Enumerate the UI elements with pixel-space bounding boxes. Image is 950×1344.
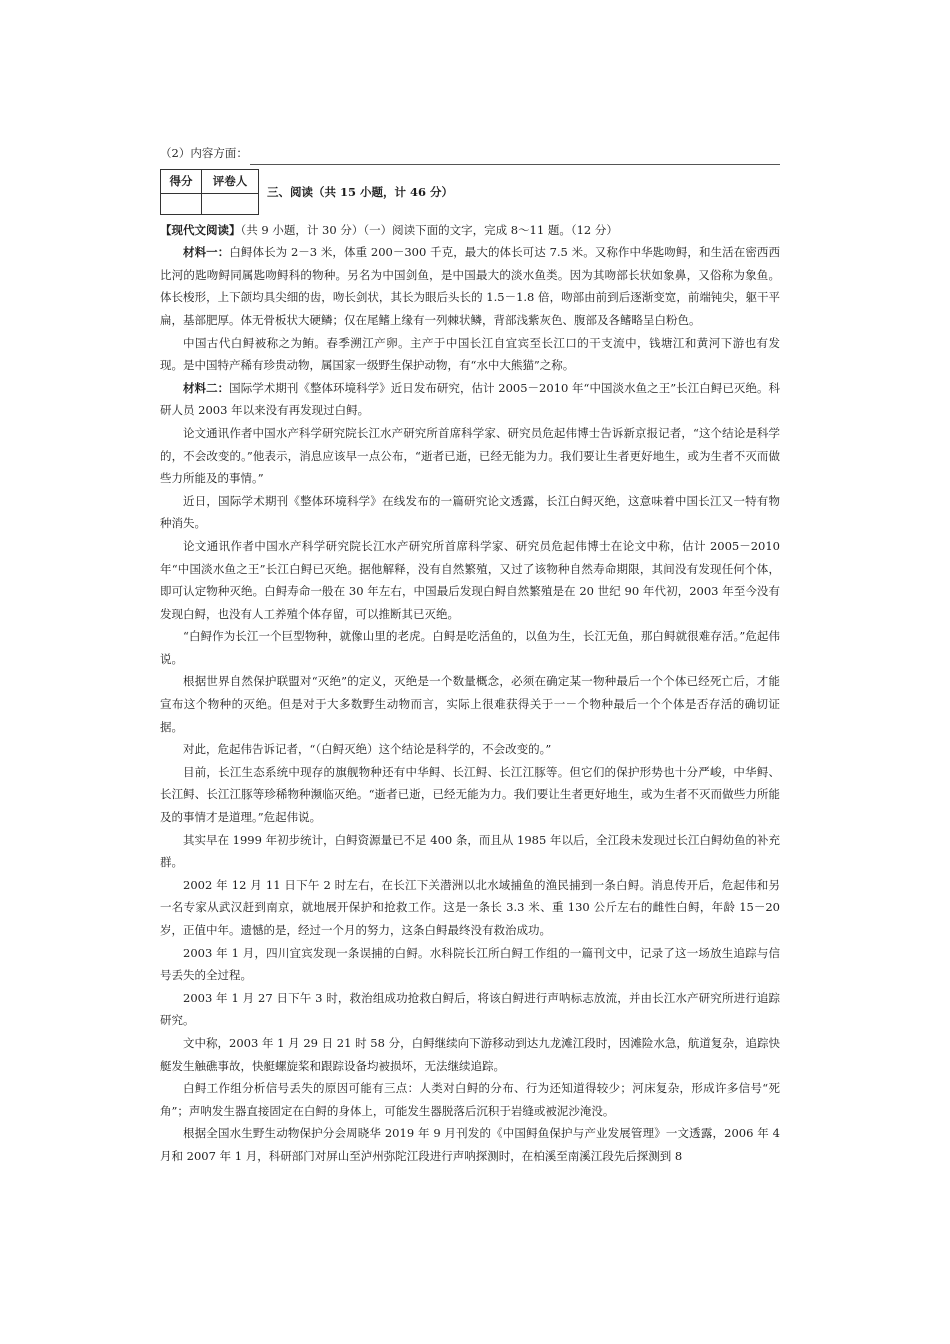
score-header: 得分 (161, 170, 202, 194)
article-paragraph: 2002 年 12 月 11 日下午 2 时左右，在长江下关潜洲以北水域捕鱼的渔民捕到一条白鲟。消息传开后，危起伟和另一名专家从武汉赶到南京，就地展开保护和抢救工作。这是一条长 3.3 米、重 130 公斤左右的雌性白鲟，年龄 15－20 岁，正值中年。遗憾的是，经过一个月的努力，这条白鲟最终没有救治成功。 (160, 877, 780, 937)
material2-label: 材料二： (183, 380, 230, 395)
answer-blank-line[interactable] (250, 150, 780, 165)
score-cell[interactable] (161, 193, 202, 214)
article-paragraph: 文中称，2003 年 1 月 29 日 21 时 58 分，白鲟继续向下游移动到达九龙滩江段时，因滩险水急，航道复杂，追踪快艇发生触礁事故，快艇螺旋桨和跟踪设备均被损坏，无法继续追踪。 (160, 1035, 780, 1073)
article-paragraph: 近日，国际学术期刊《整体环境科学》在线发布的一篇研究论文透露，长江白鲟灭绝，这意味着中国长江又一特有物种消失。 (160, 493, 780, 531)
question-2-content (160, 143, 780, 165)
article-paragraph: 其实早在 1999 年初步统计，白鲟资源量已不足 400 条，而且从 1985 年以后，全江段未发现过长江白鲟幼鱼的补充群。 (160, 832, 780, 870)
modern-reading-bracket: 【现代文阅读】 (160, 222, 241, 237)
modern-reading-heading (160, 219, 780, 242)
material2-paragraph (160, 377, 780, 422)
grader-cell[interactable] (202, 193, 259, 214)
material1-paragraph-2: 中国古代白鲟被称之为鲔。春季溯江产卵。主产于中国长江自宜宾至长江口的干支流中，钱塘江和黄河下游也有发现。是中国特产稀有珍贵动物，属国家一级野生保护动物，有“水中大熊猫”之称。 (160, 335, 780, 373)
score-row (160, 169, 780, 215)
material1-text: 白鲟体长为 2－3 米，体重 200－300 千克，最大的体长可达 7.5 米。又称作中华匙吻鲟，和生活在密西西比河的匙吻鲟同属匙吻鲟科的物种。另名为中国剑鱼，是中国最大的淡水鱼类。因为其吻部长状如象鼻，又俗称为象鱼。体长梭形，上下颌均具尖细的齿，吻长剑状，其长为眼后头长的 1.5－1.8 倍，吻部由前到后逐渐变宽，前端钝尖，躯干平扁，基部肥厚。体无骨板状大硬鳞；仅在尾鳍上缘有一列棘状鳞，背部浅紫灰色、腹部及各鳍略呈白粉色。 (160, 245, 780, 327)
modern-reading-instructions: （共 9 小题，计 30 分）（一）阅读下面的文字，完成 8～11 题。（12 分） (240, 222, 618, 237)
article-paragraph: 2003 年 1 月 27 日下午 3 时，救治组成功抢救白鲟后，将该白鲟进行声呐标志放流，并由长江水产研究所进行追踪研究。 (160, 990, 780, 1028)
article-paragraph: 根据世界自然保护联盟对“灭绝”的定义，灭绝是一个数量概念，必须在确定某一物种最后一个个体已经死亡后，才能宣布这个物种的灭绝。但是对于大多数野生动物而言，实际上很难获得关于一－个物种最后一个个体是否存活的确切证据。 (160, 674, 780, 734)
article-paragraph: “白鲟作为长江一个巨型物种，就像山里的老虎。白鲟是吃活鱼的，以鱼为生，长江无鱼，那白鲟就很难存活。”危起伟说。 (160, 629, 780, 666)
article-paragraph: 对此，危起伟告诉记者，“（白鲟灭绝）这个结论是科学的，不会改变的。” (183, 742, 552, 757)
material1-label: 材料一： (183, 245, 230, 260)
article-paragraph: 目前，长江生态系统中现存的旗舰物种还有中华鲟、长江鲟、长江江豚等。但它们的保护形势也十分严峻，中华鲟、长江鲟、长江江豚等珍稀物种濒临灭绝。“逝者已逝，已经无能为力。我们要让生者更好地生，或为生者不灭而做些力所能及的事情才是道理。”危起伟说。 (160, 764, 780, 825)
article-paragraph: 2003 年 1 月，四川宜宾发现一条误捕的白鲟。水科院长江所白鲟工作组的一篇刊文中，记录了这一场放生追踪与信号丢失的全过程。 (160, 945, 780, 983)
article-paragraph: 白鲟工作组分析信号丢失的原因可能有三点：人类对白鲟的分布、行为还知道得较少；河床复杂，形成许多信号“死角”；声呐发生器直接固定在白鲟的身体上，可能发生器脱落后沉积于岩缝或被泥沙淹没。 (160, 1081, 780, 1118)
article-paragraph: 论文通讯作者中国水产科学研究院长江水产研究所首席科学家、研究员危起伟博士在论文中称，估计 2005－2010 年“中国淡水鱼之王”长江白鲟已灭绝。据他解释，没有自然繁殖，又过了该物种自然寿命期限，其间没有发现任何个体，即可认定物种灭绝。白鲟寿命一般在 30 年左右，中国最后发现白鲟自然繁殖是在 20 世纪 90 年代初，2003 年至今没有发现白鲟，也没有人工养殖个体存留，可以推断其已灭绝。 (160, 538, 780, 621)
article-paragraph: 根据全国水生野生动物保护分会周晓华 2019 年 9 月刊发的《中国鲟鱼保护与产业发展管理》一文透露，2006 年 4 月和 2007 年 1 月，科研部门对屏山至泸州弥陀江段进行声呐探测时，在柏溪至南溪江段先后探测到 8 (160, 1126, 780, 1163)
score-table (160, 169, 259, 215)
material2-body (160, 422, 780, 1168)
article-paragraph: 论文通讯作者中国水产科学研究院长江水产研究所首席科学家、研究员危起伟博士告诉新京报记者，“这个结论是科学的，不会改变的。”他表示，消息应该早一点公布，“逝者已逝，已经无能为力。我们要让生者更好地生，或为生者不灭而做些力所能及的事情。” (160, 425, 780, 486)
reading-section (160, 143, 780, 1168)
material2-text: 国际学术期刊《整体环境科学》近日发布研究，估计 2005－2010 年“中国淡水鱼之王”长江白鲟已灭绝。科研人员 2003 年以来没有再发现过白鲟。 (160, 380, 780, 418)
section-title: 三、阅读（共 15 小题，计 46 分） (267, 184, 454, 199)
material1-paragraph (160, 241, 780, 331)
question-2-label: （2）内容方面： (160, 146, 248, 161)
grader-header: 评卷人 (202, 170, 259, 194)
